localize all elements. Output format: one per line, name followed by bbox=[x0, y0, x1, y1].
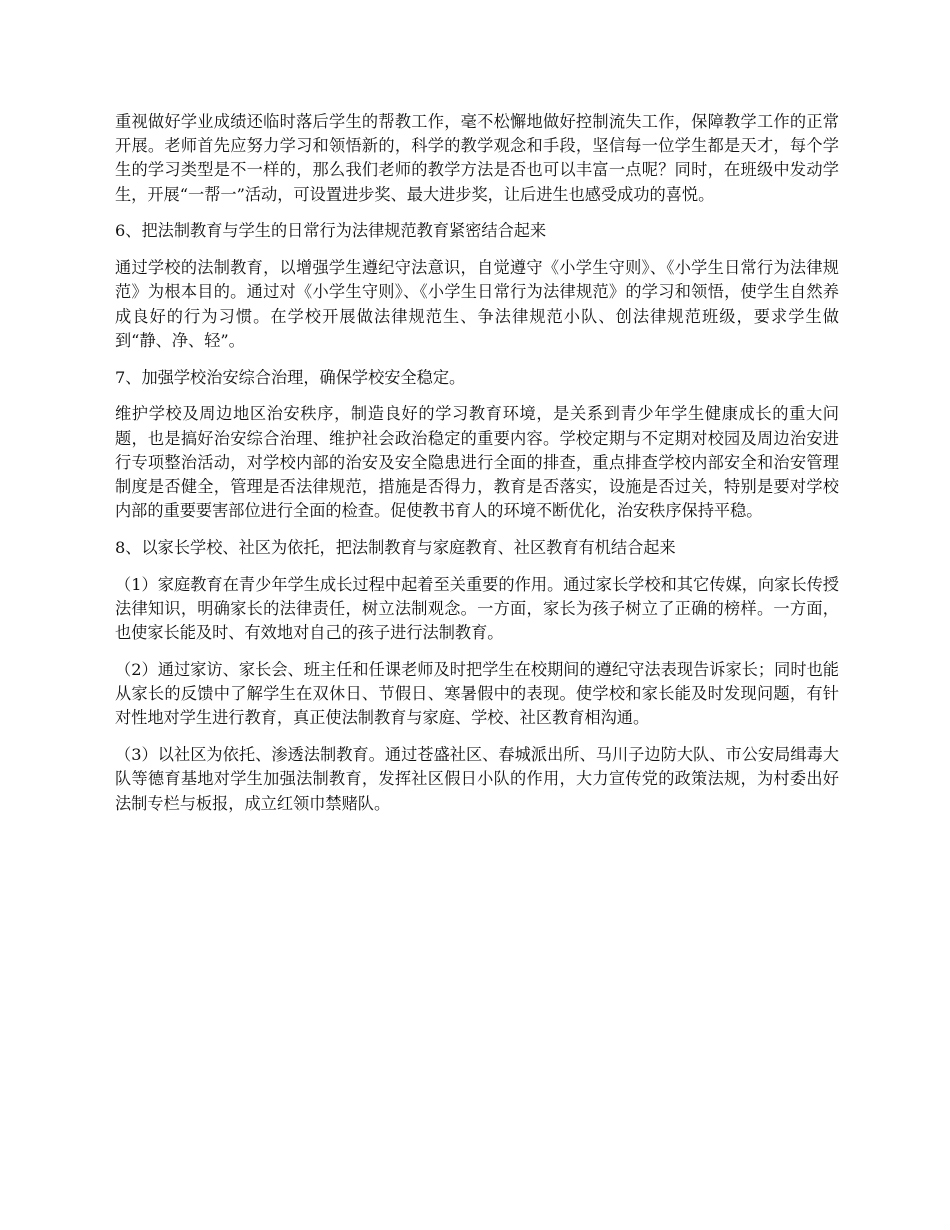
paragraph-legal-norms-education: 通过学校的法制教育，以增强学生遵纪守法意识，自觉遵守《小学生守则》、《小学生日常行为法律规范》为根本目的。通过对《小学生守则》、《小学生日常行为法律规范》的学习和领悟，使学生自然养成良好的行为习惯。在学校开展做法律规范生、争法律规范小队、创法律规范班级，要求学生做到“静、净、轻”。 bbox=[115, 258, 839, 350]
document-page bbox=[115, 110, 839, 828]
paragraph-community-education: （3）以社区为依托、渗透法制教育。通过苍盛社区、春城派出所、马川子边防大队、市公安局缉毒大队等德育基地对学生加强法制教育，发挥社区假日小队的作用，大力宣传党的政策法规，为村委出好法制专栏与板报，成立红领巾禁赌队。 bbox=[115, 745, 839, 813]
paragraph-home-visits: （2）通过家访、家长会、班主任和任课老师及时把学生在校期间的遵纪守法表现告诉家长；同时也能从家长的反馈中了解学生在双休日、节假日、寒暑假中的表现。使学校和家长能及时发现问题，有针对性地对学生进行教育，真正使法制教育与家庭、学校、社区教育相沟通。 bbox=[115, 660, 839, 728]
section-heading-8: 8、以家长学校、社区为依托，把法制教育与家庭教育、社区教育有机结合起来 bbox=[115, 538, 676, 558]
paragraph-school-security: 维护学校及周边地区治安秩序，制造良好的学习教育环境，是关系到青少年学生健康成长的重大问题，也是搞好治安综合治理、维护社会政治稳定的重要内容。学校定期与不定期对校园及周边治安进行专项整治活动，对学校内部的治安及安全隐患进行全面的排查，重点排查学校内部安全和治安管理制度是否健全，管理是否法律规范，措施是否得力，教育是否落实，设施是否过关，特别是要对学校内部的重要要害部位进行全面的检查。促使教书育人的环境不断优化，治安秩序保持平稳。 bbox=[115, 404, 839, 521]
section-heading-7: 7、加强学校治安综合治理，确保学校安全稳定。 bbox=[115, 367, 466, 387]
section-heading-6: 6、把法制教育与学生的日常行为法律规范教育紧密结合起来 bbox=[115, 221, 547, 241]
paragraph-helping-underachievers: 重视做好学业成绩还临时落后学生的帮教工作，毫不松懈地做好控制流失工作，保障教学工作的正常开展。老师首先应努力学习和领悟新的，科学的教学观念和手段，坚信每一位学生都是天才，每个学生的学习类型是不一样的，那么我们老师的教学方法是否也可以丰富一点呢？同时，在班级中发动学生，开展“一帮一”活动，可设置进步奖、最大进步奖，让后进生也感受成功的喜悦。 bbox=[115, 112, 839, 204]
paragraph-family-education: （1）家庭教育在青少年学生成长过程中起着至关重要的作用。通过家长学校和其它传媒，向家长传授法律知识，明确家长的法律责任，树立法制观念。一方面，家长为孩子树立了正确的榜样。一方面，也使家长能及时、有效地对自己的孩子进行法制教育。 bbox=[115, 574, 839, 643]
